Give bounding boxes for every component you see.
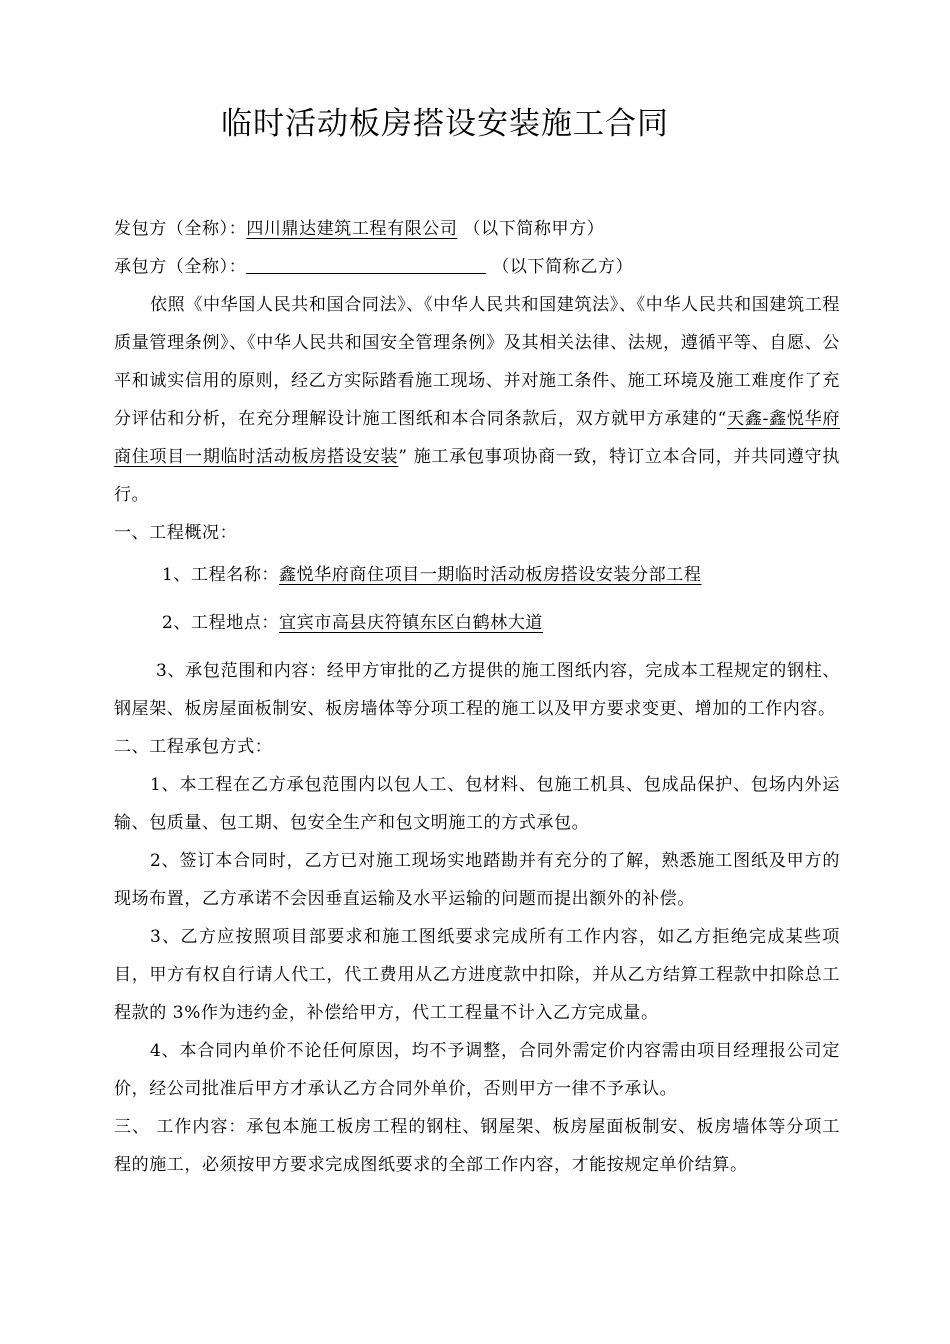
section3-text: 承包本施工板房工程的钢柱、钢屋架、板房屋面板制安、板房墙体等分项工程的施工，必须按甲方要求完成图纸要求的全部工作内容，才能按规定单价结算。 xyxy=(114,1117,840,1175)
preamble-text: 依照《中华国人民共和国合同法》、《中华人民共和国建筑法》、《中华人民共和国建筑工程质量管理条例》、《中华人民共和国安全管理条例》及其相关法律、法规，遵循平等、自愿、公平和诚实信用的原则，经乙方实际踏看施工现场、并对施工条件、施工环境及施工难度作了充分评估和分析，在充分理解设计施工图纸和本合同条款后，双方就甲方承建的“ xyxy=(114,295,840,429)
contractor-line xyxy=(114,248,840,286)
contractor-name-blank xyxy=(246,255,486,274)
contractor-suffix: （以下简称乙方） xyxy=(492,257,634,277)
preamble-tail: ” 施工承包事项协商一致，特订立本合同，并共同遵守执行。 xyxy=(114,447,840,505)
preamble-paragraph xyxy=(114,286,840,514)
contract-method-1: 1、本工程在乙方承包范围内以包人工、包材料、包施工机具、包成品保护、包场内外运输、包质量、包工期、包安全生产和包文明施工的方式承包。 xyxy=(114,775,840,833)
employer-suffix: （以下简称甲方） xyxy=(463,219,605,239)
project-name-label: 1、工程名称： xyxy=(162,565,280,585)
project-name-value: 鑫悦华府商住项目一期临时活动板房搭设安装分部工程 xyxy=(279,565,702,585)
employer-label: 发包方（全称）： xyxy=(114,219,247,239)
section3-heading: 三、 工作内容： xyxy=(114,1117,247,1137)
contract-method-2: 2、签订本合同时，乙方已对施工现场实地踏勘并有充分的了解，熟悉施工图纸及甲方的现场布置，乙方承诺不会因垂直运输及水平运输的问题而提出额外的补偿。 xyxy=(114,851,840,909)
contract-method-3: 3、乙方应按照项目部要求和施工图纸要求完成所有工作内容，如乙方拒绝完成某些项目，甲方有权自行请人代工，代工费用从乙方进度款中扣除，并从乙方结算工程款中扣除总工程款的 3%作为违约金，补偿给甲方，代工工程量不计入乙方完成量。 xyxy=(114,927,840,1023)
section2-heading: 二、工程承包方式： xyxy=(114,737,273,757)
preamble-project: 天鑫-鑫悦华府商住项目一期临时活动板房搭设安装 xyxy=(114,409,840,467)
scope-paragraph: 3、承包范围和内容：经甲方审批的乙方提供的施工图纸内容，完成本工程规定的钢柱、钢屋架、板房屋面板制安、板房墙体等分项工程的施工以及甲方要求变更、增加的工作内容。 xyxy=(114,661,840,719)
employer-name: 四川鼎达建筑工程有限公司 xyxy=(246,219,458,239)
project-location-line xyxy=(114,604,840,642)
employer-line xyxy=(114,210,840,248)
project-location-value: 宜宾市高县庆符镇东区白鹤林大道 xyxy=(279,613,544,633)
section1-heading: 一、工程概况： xyxy=(114,523,238,543)
project-location-label: 2、工程地点： xyxy=(162,613,280,633)
document-body xyxy=(114,210,840,1184)
document-title: 临时活动板房搭设安装施工合同 xyxy=(221,106,669,142)
contractor-label: 承包方（全称）： xyxy=(114,257,247,277)
section3-paragraph xyxy=(114,1108,840,1184)
contract-method-4: 4、本合同内单价不论任何原因，均不予调整，合同外需定价内容需由项目经理报公司定价，经公司批准后甲方才承认乙方合同外单价，否则甲方一律不予承认。 xyxy=(114,1041,840,1099)
project-name-line xyxy=(114,556,840,594)
